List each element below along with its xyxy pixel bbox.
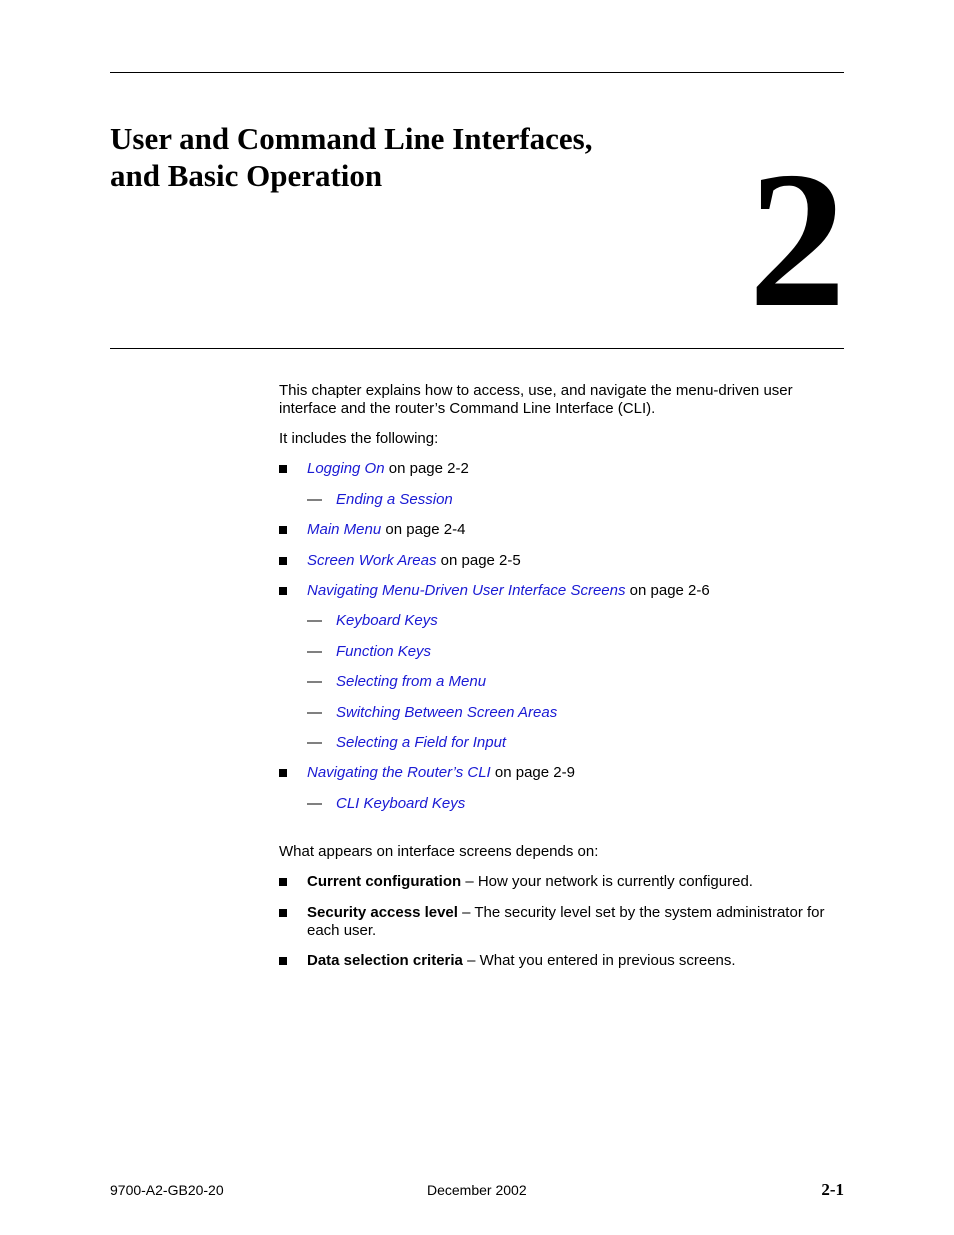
link-selecting-a-field-for-input[interactable]: Selecting a Field for Input [336,734,507,751]
dash: — [307,673,322,690]
intro-line-1: This chapter explains how to access, use, and navigate the menu-driven user [279,382,793,399]
top-rule [110,72,844,73]
term-description: – What you entered in previous screens. [462,952,736,969]
term-data-selection-criteria: Data selection criteria [307,952,463,969]
bullet-icon [279,557,287,565]
link-ending-a-session[interactable]: Ending a Session [336,491,453,508]
term-description: – How your network is currently configured. [461,873,753,890]
term-current-configuration: Current configuration [307,873,462,890]
depends-intro: What appears on interface screens depends on: [279,843,599,860]
link-keyboard-keys[interactable]: Keyboard Keys [336,612,438,629]
term-description-continued: each user. [307,922,377,939]
bullet-icon [279,878,287,886]
link-screen-work-areas[interactable]: Screen Work Areas [307,552,437,569]
dash: — [307,643,322,660]
chapter-title-line-1: User and Command Line Interfaces, [110,121,593,156]
link-navigating-routers-cli[interactable]: Navigating the Router’s CLI [307,764,491,781]
page-ref: on page 2-2 [384,460,469,477]
footer-date: December 2002 [427,1182,527,1198]
bullet-icon [279,526,287,534]
bullet-icon [279,957,287,965]
link-selecting-from-a-menu[interactable]: Selecting from a Menu [336,673,487,690]
dash: — [307,795,322,812]
dash: — [307,704,322,721]
page-number: 2-1 [821,1180,844,1199]
page-ref: on page 2-6 [625,582,710,599]
link-main-menu[interactable]: Main Menu [307,521,382,538]
intro-paragraph [279,382,844,418]
dash: — [307,491,322,508]
bullet-icon [279,587,287,595]
bullet-icon [279,909,287,917]
link-logging-on[interactable]: Logging On [307,460,385,477]
bullet-icon [279,465,287,473]
term-security-access-level: Security access level [307,904,458,921]
chapter-title [110,120,670,194]
link-navigating-menu-driven-screens[interactable]: Navigating Menu-Driven User Interface Screens [307,582,626,599]
includes-label: It includes the following: [279,430,439,447]
chapter-title-line-2: and Basic Operation [110,158,383,193]
bullet-icon [279,769,287,777]
link-switching-between-screen-areas[interactable]: Switching Between Screen Areas [336,704,558,721]
page-ref: on page 2-5 [436,552,521,569]
page-ref: on page 2-9 [490,764,575,781]
header-rule [110,348,844,349]
intro-line-2: interface and the router’s Command Line Interface (CLI). [279,400,656,417]
link-cli-keyboard-keys[interactable]: CLI Keyboard Keys [336,795,466,812]
page-ref: on page 2-4 [381,521,466,538]
chapter-number: 2 [748,132,846,348]
dash: — [307,612,322,629]
link-function-keys[interactable]: Function Keys [336,643,432,660]
term-description: – The security level set by the system administrator for [457,904,825,921]
footer-doc-number: 9700-A2-GB20-20 [110,1182,224,1198]
dash: — [307,734,322,751]
